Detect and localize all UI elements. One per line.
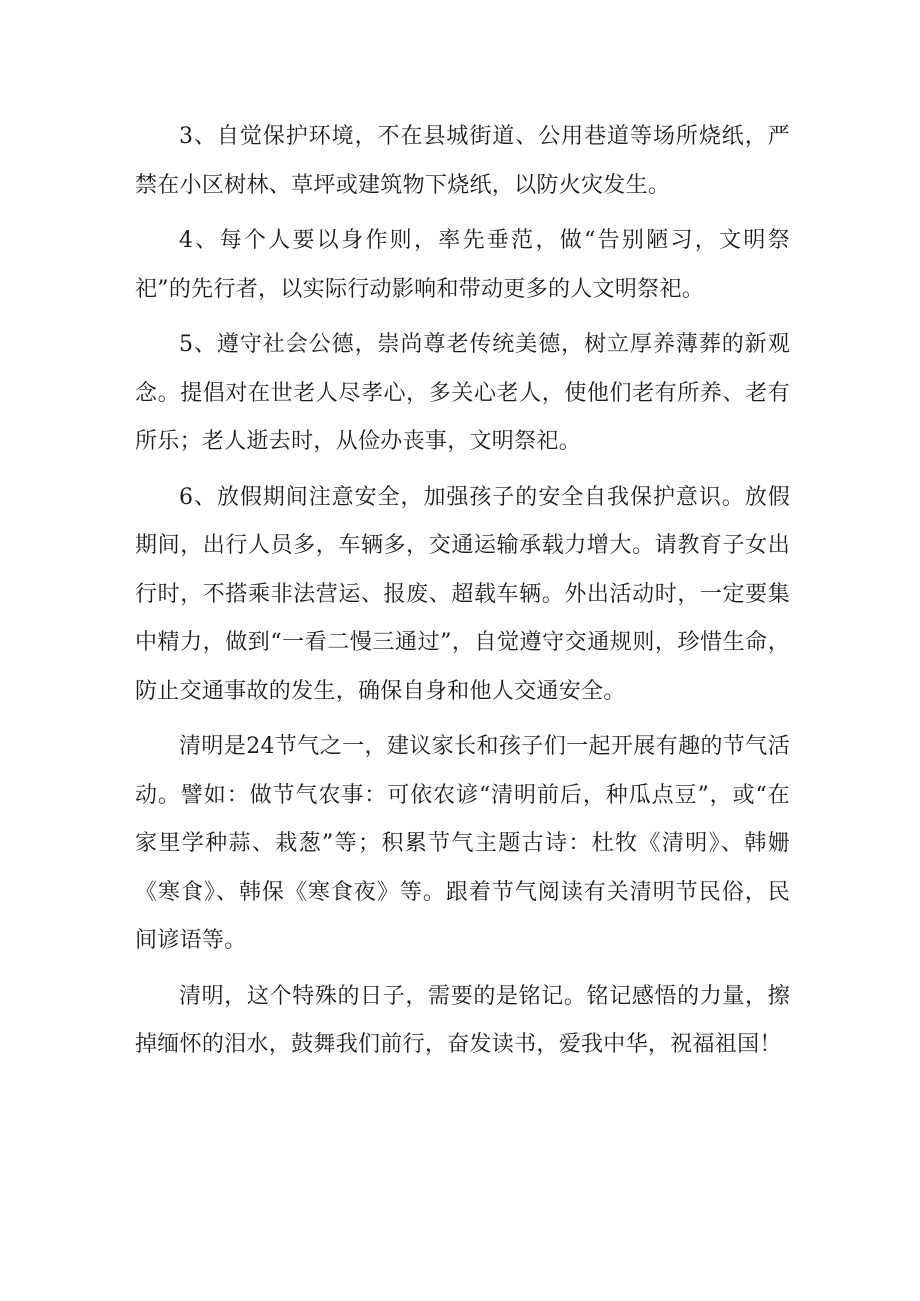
paragraph-closing: 清明，这个特殊的日子，需要的是铭记。铭记感悟的力量，擦掉缅怀的泪水，鼓舞我们前行，奋发读书，爱我中华，祝福祖国！ — [135, 983, 790, 1057]
paragraph-item-5: 5、遵守社会公德，崇尚尊老传统美德，树立厚养薄葬的新观念。提倡对在世老人尽孝心，多关心老人，使他们老有所养、老有所乐；老人逝去时，从俭办丧事，文明祭祀。 — [135, 332, 790, 454]
paragraph-item-6: 6、放假期间注意安全，加强孩子的安全自我保护意识。放假期间，出行人员多，车辆多，交通运输承载力增大。请教育子女出行时，不搭乘非法营运、报废、超载车辆。外出活动时，一定要集中精力，做到“一看二慢三通过”，自觉遵守交通规则，珍惜生命，防止交通事故的发生，确保自身和他人交通安全。 — [135, 484, 790, 704]
paragraph-item-4: 4、每个人要以身作则，率先垂范，做“告别陋习，文明祭祀”的先行者，以实际行动影响和带动更多的人文明祭祀。 — [135, 228, 790, 302]
paragraph-item-3: 3、自觉保护环境，不在县城街道、公用巷道等场所烧纸，严禁在小区树林、草坪或建筑物下烧纸，以防火灾发生。 — [135, 124, 790, 198]
paragraph-qingming-activities: 清明是24节气之一，建议家长和孩子们一起开展有趣的节气活动。譬如：做节气农事：可依农谚“清明前后，种瓜点豆”，或“在家里学种蒜、栽葱”等；积累节气主题古诗：杜牧《清明》、韩姗《寒食》、韩保《寒食夜》等。跟着节气阅读有关清明节民俗，民间谚语等。 — [135, 734, 790, 953]
document-body — [135, 113, 790, 1077]
